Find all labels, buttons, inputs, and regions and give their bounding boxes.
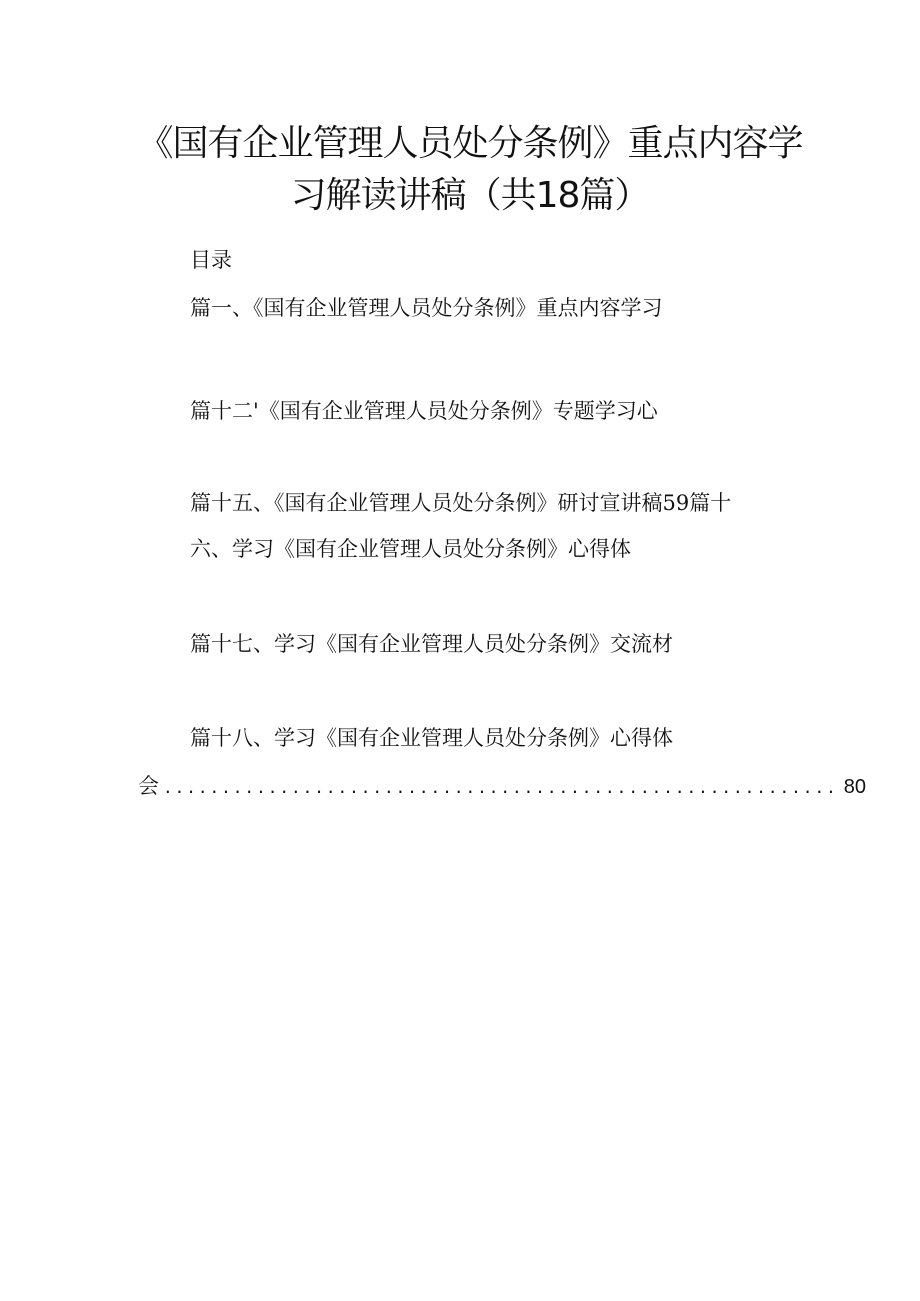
toc-entry[interactable]: 篇一、《国有企业管理人员处分条例》重点内容学习 — [190, 296, 663, 320]
toc-entry[interactable]: 篇十七、学习《国有企业管理人员处分条例》交流材 — [190, 632, 673, 656]
toc-entry[interactable]: 篇十五、《国有企业管理人员处分条例》研讨宣讲稿59篇十 — [190, 491, 732, 515]
title-line-2: 习解读讲稿（共18篇） — [290, 175, 650, 216]
toc-entry-continuation[interactable]: 六、学习《国有企业管理人员处分条例》心得体 — [190, 537, 631, 561]
toc-heading: 目录 — [190, 248, 232, 272]
leader-dots: .......................................................... — [163, 778, 838, 797]
title-line-1: 《国有企业管理人员处分条例》重点内容学 — [137, 123, 803, 164]
toc-entry-continuation[interactable] — [138, 772, 866, 802]
document-title — [120, 118, 820, 222]
toc-entry-tail: 会 — [138, 774, 159, 798]
toc-entry[interactable]: 篇十八、学习《国有企业管理人员处分条例》心得体 — [190, 726, 673, 750]
toc-entry[interactable]: 篇十二'《国有企业管理人员处分条例》专题学习心 — [190, 399, 658, 423]
page-number: 80 — [843, 776, 866, 798]
